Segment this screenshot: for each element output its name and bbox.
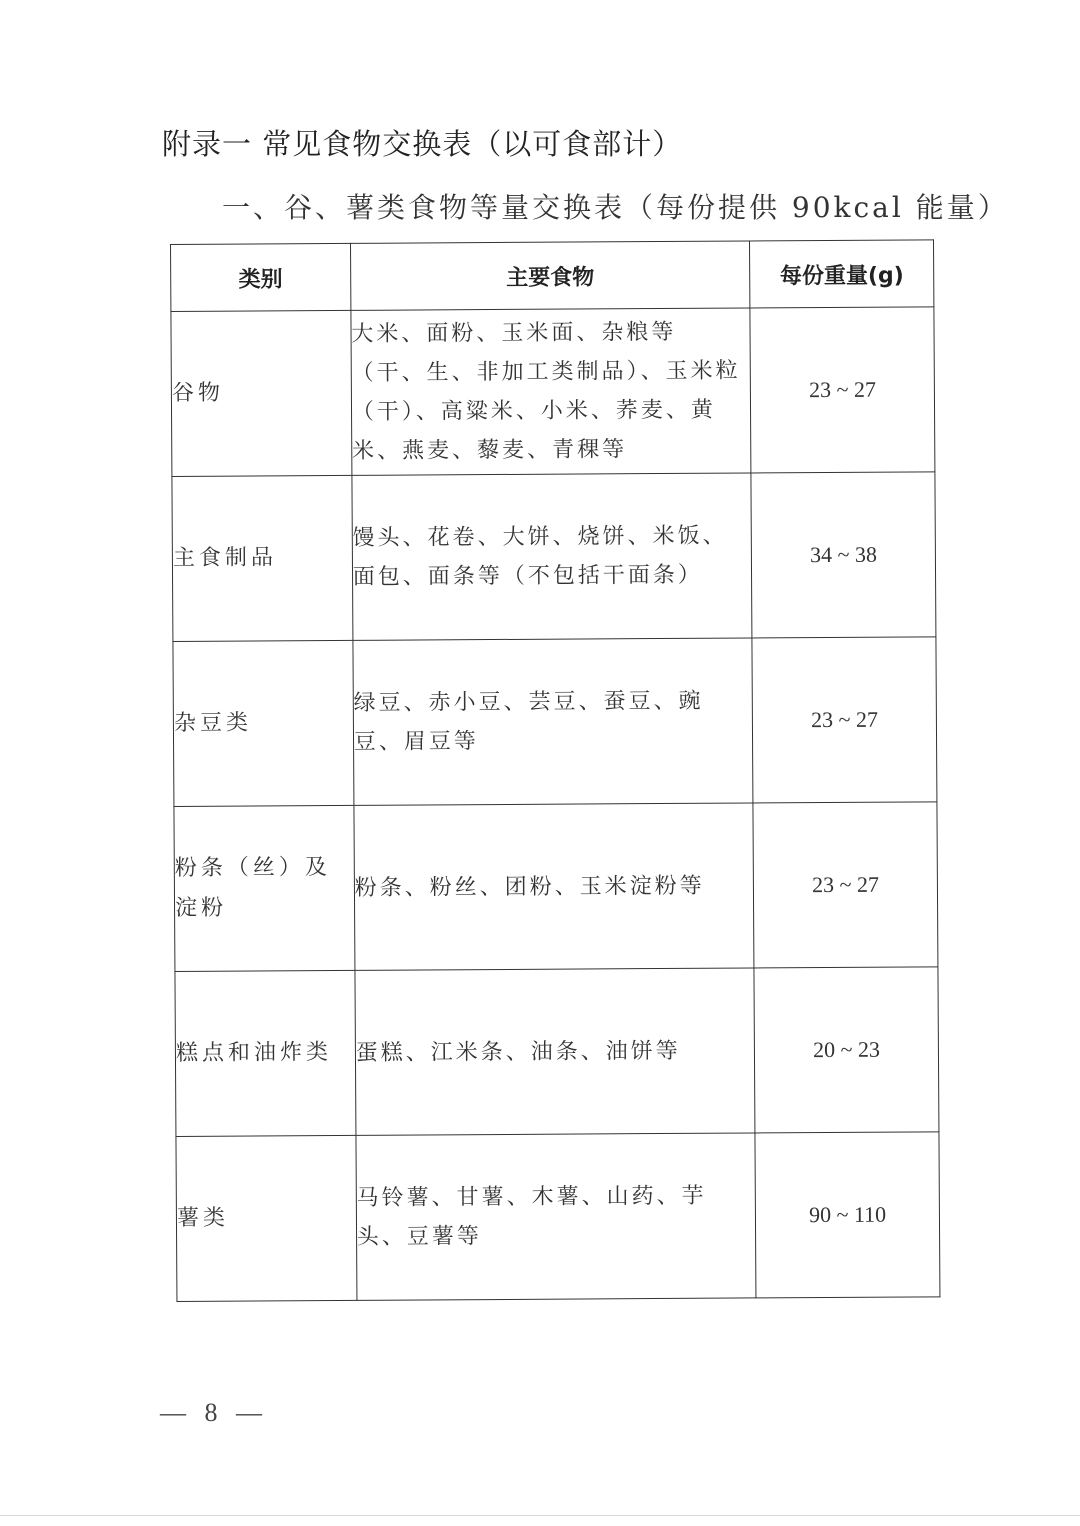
- category-cell: 杂豆类: [173, 640, 354, 806]
- header-foods: 主要食物: [350, 241, 750, 310]
- weight-cell: 34 ~ 38: [751, 472, 936, 638]
- food-exchange-table: [170, 239, 940, 1302]
- weight-cell: 20 ~ 23: [754, 967, 939, 1133]
- header-category: 类别: [171, 243, 351, 311]
- category-cell: 谷物: [171, 310, 352, 476]
- foods-cell: 大米、面粉、玉米面、杂粮等（干、生、非加工类制品）、玉米粒（干）、高粱米、小米、荞麦、黄米、燕麦、藜麦、青稞等: [351, 308, 751, 475]
- table-row: [172, 472, 936, 642]
- appendix-title: 附录一 常见食物交换表（以可食部计）: [162, 127, 683, 161]
- table-title: 一、谷、薯类食物等量交换表（每份提供 90kcal 能量）: [222, 191, 1009, 224]
- category-cell: 糕点和油炸类: [175, 970, 356, 1136]
- weight-cell: 23 ~ 27: [752, 637, 937, 803]
- page-bottom-edge: [0, 1515, 1080, 1516]
- category-cell: 粉条（丝）及淀粉: [174, 805, 355, 971]
- category-cell: 薯类: [176, 1135, 357, 1301]
- weight-cell: 90 ~ 110: [755, 1132, 940, 1298]
- table-header-row: [171, 240, 934, 312]
- page-number: — 8 —: [160, 1398, 268, 1427]
- table-row: [175, 967, 939, 1137]
- table-row: [171, 307, 935, 477]
- table-row: [176, 1132, 940, 1302]
- foods-cell: 马铃薯、甘薯、木薯、山药、芋头、豆薯等: [356, 1133, 756, 1300]
- foods-cell: 绿豆、赤小豆、芸豆、蚕豆、豌豆、眉豆等: [353, 638, 753, 805]
- weight-cell: 23 ~ 27: [753, 802, 938, 968]
- foods-cell: 馒头、花卷、大饼、烧饼、米饭、面包、面条等（不包括干面条）: [352, 473, 752, 640]
- table-row: [173, 637, 937, 807]
- category-cell: 主食制品: [172, 475, 353, 641]
- header-weight: 每份重量(g): [750, 240, 934, 308]
- foods-cell: 粉条、粉丝、团粉、玉米淀粉等: [354, 803, 754, 970]
- weight-cell: 23 ~ 27: [750, 307, 935, 473]
- foods-cell: 蛋糕、江米条、油条、油饼等: [355, 968, 755, 1135]
- table-row: [174, 802, 938, 972]
